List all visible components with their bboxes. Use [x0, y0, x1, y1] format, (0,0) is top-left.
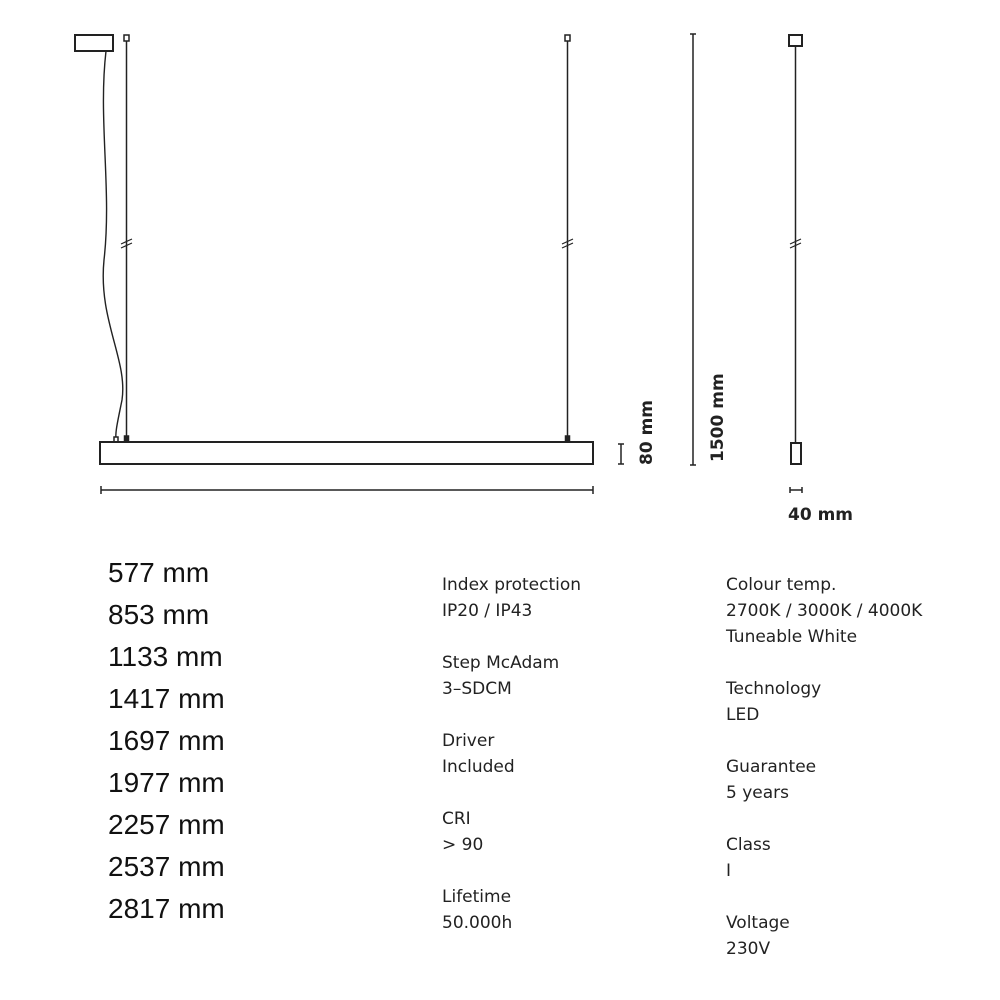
spec-column-1 — [442, 572, 712, 962]
spec-value: LED — [726, 705, 760, 725]
left-wire-anchor — [124, 35, 129, 41]
spec-value: 230V — [726, 939, 771, 959]
spec-colour-temp — [726, 572, 996, 650]
spec-value: 5 years — [726, 783, 790, 803]
length-item: 1697 mm — [108, 725, 225, 756]
spec-voltage — [726, 910, 996, 962]
spec-label: Driver — [442, 731, 495, 751]
spec-guarantee — [726, 754, 996, 806]
length-item: 1417 mm — [108, 683, 225, 714]
luminaire-profile-front — [100, 442, 593, 464]
spec-value: I — [726, 861, 732, 881]
length-item: 577 mm — [108, 557, 210, 588]
spec-label: Step McAdam — [442, 653, 560, 673]
spec-value: 2700K / 3000K / 4000K — [726, 601, 923, 621]
luminaire-profile-side — [791, 443, 801, 464]
profile-height-label: 80 mm — [637, 399, 657, 465]
spec-label: Class — [726, 835, 771, 855]
ceiling-canopy — [75, 35, 113, 51]
spec-value: 3–SDCM — [442, 679, 512, 699]
available-lengths-list — [108, 552, 388, 930]
spec-class — [726, 832, 996, 884]
spec-label: Colour temp. — [726, 575, 837, 595]
spec-value: > 90 — [442, 835, 484, 855]
spec-value: 50.000h — [442, 913, 513, 933]
spec-value: Tuneable White — [726, 627, 858, 647]
spec-label: Technology — [726, 679, 822, 699]
length-item: 2817 mm — [108, 893, 225, 924]
length-item: 1977 mm — [108, 767, 225, 798]
spec-value: Included — [442, 757, 515, 777]
spec-technology — [726, 676, 996, 728]
spec-driver — [442, 728, 712, 780]
spec-value: IP20 / IP43 — [442, 601, 533, 621]
spec-label: Voltage — [726, 913, 790, 933]
power-cable — [103, 51, 123, 440]
length-item: 853 mm — [108, 599, 210, 630]
profile-width-label: 40 mm — [788, 505, 854, 525]
suspension-height-label: 1500 mm — [708, 373, 728, 462]
spec-column-2 — [726, 572, 996, 988]
length-item: 1133 mm — [108, 641, 223, 672]
spec-label: Lifetime — [442, 887, 512, 907]
right-wire-anchor — [565, 35, 570, 41]
spec-label: CRI — [442, 809, 471, 829]
spec-label: Guarantee — [726, 757, 817, 777]
length-item: 2257 mm — [108, 809, 225, 840]
spec-step-mcadam — [442, 650, 712, 702]
length-item: 2537 mm — [108, 851, 225, 882]
spec-lifetime — [442, 884, 712, 936]
spec-label: Index protection — [442, 575, 582, 595]
spec-cri — [442, 806, 712, 858]
side-view-canopy — [789, 35, 802, 46]
spec-index-protection — [442, 572, 712, 624]
